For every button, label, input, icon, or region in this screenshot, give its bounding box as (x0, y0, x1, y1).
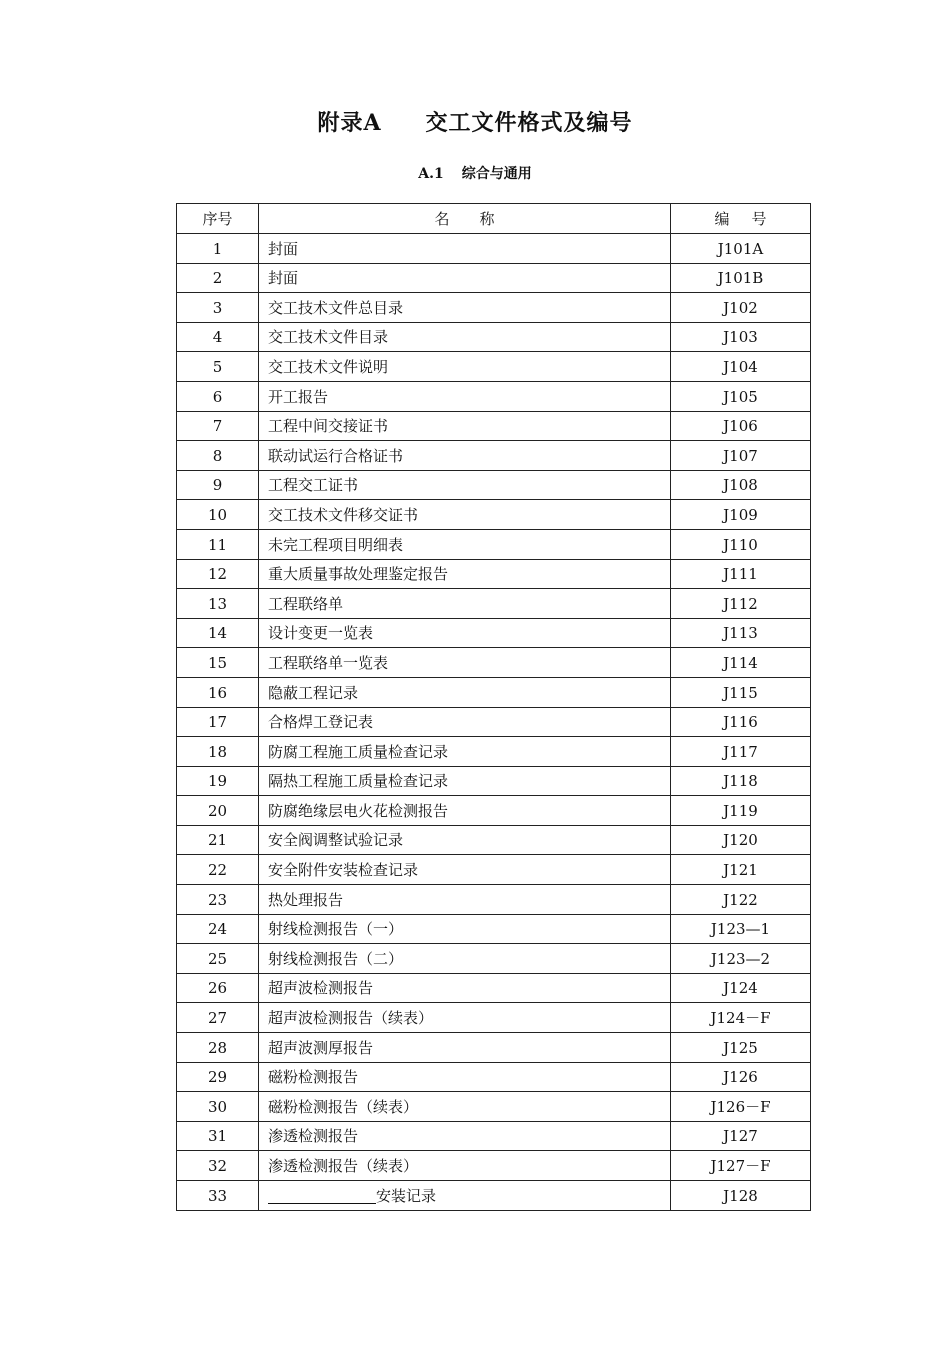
row-name: 磁粉检测报告 (259, 1062, 671, 1092)
row-index: 12 (177, 559, 259, 589)
row-index: 31 (177, 1121, 259, 1151)
row-index: 30 (177, 1092, 259, 1122)
row-name: 热处理报告 (259, 885, 671, 915)
row-code: J109 (671, 500, 811, 530)
row-index: 28 (177, 1033, 259, 1063)
row-name: 联动试运行合格证书 (259, 441, 671, 471)
table-row (177, 677, 811, 707)
table-header-row (177, 204, 811, 234)
row-index: 3 (177, 293, 259, 323)
row-name: 渗透检测报告 (259, 1121, 671, 1151)
table-row (177, 855, 811, 885)
row-code: J128 (671, 1181, 811, 1211)
row-name: 隐蔽工程记录 (259, 677, 671, 707)
table-row (177, 973, 811, 1003)
row-index: 22 (177, 855, 259, 885)
table-row (177, 589, 811, 619)
row-code: J101A (671, 234, 811, 264)
row-code: J103 (671, 322, 811, 352)
row-index: 20 (177, 796, 259, 826)
row-index: 4 (177, 322, 259, 352)
table-row (177, 1181, 811, 1211)
row-name: 交工技术文件说明 (259, 352, 671, 382)
row-index: 33 (177, 1181, 259, 1211)
row-index: 24 (177, 914, 259, 944)
row-index: 5 (177, 352, 259, 382)
row-name: 防腐工程施工质量检查记录 (259, 737, 671, 767)
header-index: 序号 (177, 204, 259, 234)
row-code: J127 (671, 1121, 811, 1151)
row-name: 安全附件安装检查记录 (259, 855, 671, 885)
row-index: 2 (177, 263, 259, 293)
table-row (177, 234, 811, 264)
row-index: 32 (177, 1151, 259, 1181)
header-code: 编号 (671, 204, 811, 234)
row-code: J124 (671, 973, 811, 1003)
header-name: 名称 (259, 204, 671, 234)
table-row (177, 825, 811, 855)
table-row (177, 707, 811, 737)
row-name: 磁粉检测报告（续表） (259, 1092, 671, 1122)
title-appendix: 附录A (317, 110, 382, 136)
table-row (177, 944, 811, 974)
row-name: 防腐绝缘层电火花检测报告 (259, 796, 671, 826)
row-code: J127－F (671, 1151, 811, 1181)
row-index: 13 (177, 589, 259, 619)
row-index: 6 (177, 381, 259, 411)
row-name: 交工技术文件目录 (259, 322, 671, 352)
table-row (177, 411, 811, 441)
row-code: J102 (671, 293, 811, 323)
fill-in-blank (268, 1185, 376, 1204)
row-code: J108 (671, 470, 811, 500)
row-code: J123—2 (671, 944, 811, 974)
table-body (177, 234, 811, 1211)
table-row (177, 914, 811, 944)
row-code: J114 (671, 648, 811, 678)
row-name: 安全阀调整试验记录 (259, 825, 671, 855)
row-code: J112 (671, 589, 811, 619)
table-row (177, 737, 811, 767)
row-index: 9 (177, 470, 259, 500)
row-index: 10 (177, 500, 259, 530)
row-code: J113 (671, 618, 811, 648)
row-name: 射线检测报告（二） (259, 944, 671, 974)
row-name: 工程中间交接证书 (259, 411, 671, 441)
row-code: J123—1 (671, 914, 811, 944)
row-name: 超声波检测报告（续表） (259, 1003, 671, 1033)
row-code: J106 (671, 411, 811, 441)
row-code: J110 (671, 529, 811, 559)
table-row (177, 381, 811, 411)
table-row (177, 885, 811, 915)
table-row (177, 796, 811, 826)
row-index: 11 (177, 529, 259, 559)
row-index: 27 (177, 1003, 259, 1033)
row-index: 17 (177, 707, 259, 737)
page-title (0, 106, 950, 137)
row-name: 射线检测报告（一） (259, 914, 671, 944)
row-name: 开工报告 (259, 381, 671, 411)
table-row (177, 1062, 811, 1092)
table-row (177, 1003, 811, 1033)
row-name: 封面 (259, 263, 671, 293)
row-index: 7 (177, 411, 259, 441)
row-code: J122 (671, 885, 811, 915)
table-row (177, 529, 811, 559)
table-row (177, 263, 811, 293)
table-row (177, 1033, 811, 1063)
row-index: 18 (177, 737, 259, 767)
row-name: 重大质量事故处理鉴定报告 (259, 559, 671, 589)
section-title: 综合与通用 (461, 166, 532, 182)
row-index: 26 (177, 973, 259, 1003)
row-name: 工程交工证书 (259, 470, 671, 500)
table-row (177, 1151, 811, 1181)
row-index: 1 (177, 234, 259, 264)
row-code: J126－F (671, 1092, 811, 1122)
row-code: J107 (671, 441, 811, 471)
row-name: 封面 (259, 234, 671, 264)
row-code: J116 (671, 707, 811, 737)
row-code: J105 (671, 381, 811, 411)
row-index: 23 (177, 885, 259, 915)
table-row (177, 500, 811, 530)
table-row (177, 648, 811, 678)
row-name: 工程联络单一览表 (259, 648, 671, 678)
row-code: J119 (671, 796, 811, 826)
document-table (176, 203, 811, 1211)
row-index: 14 (177, 618, 259, 648)
title-text: 交工文件格式及编号 (425, 110, 633, 136)
row-code: J101B (671, 263, 811, 293)
row-code: J121 (671, 855, 811, 885)
table-row (177, 559, 811, 589)
row-name-text: 安装记录 (376, 1186, 437, 1205)
row-index: 8 (177, 441, 259, 471)
row-index: 21 (177, 825, 259, 855)
table-row (177, 352, 811, 382)
row-name: 渗透检测报告（续表） (259, 1151, 671, 1181)
row-name: 未完工程项目明细表 (259, 529, 671, 559)
row-code: J118 (671, 766, 811, 796)
table-row (177, 441, 811, 471)
row-index: 15 (177, 648, 259, 678)
row-name: 交工技术文件移交证书 (259, 500, 671, 530)
row-name: 超声波检测报告 (259, 973, 671, 1003)
row-code: J125 (671, 1033, 811, 1063)
row-name: 隔热工程施工质量检查记录 (259, 766, 671, 796)
row-code: J117 (671, 737, 811, 767)
table-row (177, 322, 811, 352)
row-name: 合格焊工登记表 (259, 707, 671, 737)
table-row (177, 1121, 811, 1151)
row-index: 19 (177, 766, 259, 796)
row-name (259, 1181, 671, 1211)
row-code: J124－F (671, 1003, 811, 1033)
row-code: J126 (671, 1062, 811, 1092)
row-index: 25 (177, 944, 259, 974)
row-name: 工程联络单 (259, 589, 671, 619)
row-name: 交工技术文件总目录 (259, 293, 671, 323)
table-row (177, 618, 811, 648)
row-name: 设计变更一览表 (259, 618, 671, 648)
section-heading (0, 163, 950, 183)
row-name: 超声波测厚报告 (259, 1033, 671, 1063)
table-row (177, 766, 811, 796)
section-number: A.1 (418, 166, 444, 182)
row-code: J120 (671, 825, 811, 855)
table-row (177, 1092, 811, 1122)
row-code: J115 (671, 677, 811, 707)
row-code: J104 (671, 352, 811, 382)
row-code: J111 (671, 559, 811, 589)
row-index: 16 (177, 677, 259, 707)
row-index: 29 (177, 1062, 259, 1092)
table-row (177, 470, 811, 500)
table-row (177, 293, 811, 323)
